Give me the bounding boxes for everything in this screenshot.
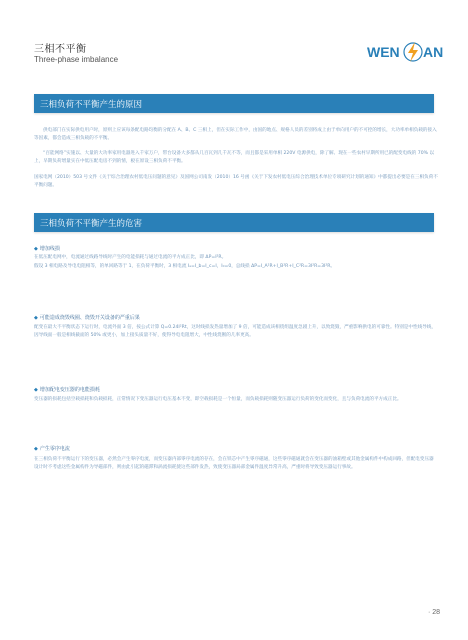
section-heading: 三相负荷不平衡产生的原因 — [40, 99, 143, 110]
hazard-paragraph: 假设 3 相电路及导电电阻相等，的单回路等于 1，在负荷平衡时，3 相电流 Iₐ=I_b=I_c=I，I₀=0，总线损 ΔP=I_A²R+I_B²R+I_C²R=3I²R=3I²R。 — [34, 264, 336, 269]
bullet-icon: ◆ — [34, 246, 38, 252]
causes-paragraph-2: “百能网络”实施以、大量的大功率家用电器进入千家万户，带台设备大多都从几百瓦到几千瓦不等，而且都是采用单相 220V 电源供电，除了解、现在一些农村早期所用已的配变电线的 70% 以上，早期负荷增量实在中低压配电房不到的情，板在原设三相负荷不平衡。 — [34, 151, 435, 164]
hazard-paragraph: 在低压配电网中，电流通过线路导线时产生的电能损耗与通过电流的平方成正比，即 ΔP=I²R。 — [34, 255, 227, 260]
hazard-item-title: ◆ 产生零序电流 — [34, 446, 70, 452]
logo-graphic — [367, 40, 447, 66]
wensan-logo — [367, 40, 447, 66]
bullet-icon: ◆ — [34, 315, 38, 321]
bullet-icon: ◆ — [34, 446, 38, 452]
hazard-item-title: ◆ 增加线损 — [34, 246, 60, 252]
logo-text-right: AN — [423, 44, 444, 60]
hazard-paragraph: 在三相负荷不平衡运行下的变压器，必然会产生零序电流，而变压器内部零序电流的存在，会在铁芯中产生零序磁通，这些零序磁通就会在变压器的油箱壁或其他金属构件中构成回路，但配电变压器设计时不考虑这些金属构件为导磁部件，则由此引起的磁滞和涡流损耗使这些部件发热，致使变压器局部金属件温度异常升高，严重时将导致变压器运行事故。 — [34, 457, 434, 470]
page-number: · 28 — [427, 609, 440, 616]
hazard-paragraph: 配变在最大不平衡状态下运行时，电流外面 3 倍，按公式计算 Q=0.24I²Rt，这时线损发热量增加了 9 倍，可能造成该相绕组温度急剧上升，以致烧毁，严重影响供电的可靠性。特别是中性线导线，因导线面一般是相线截面的 50% 或更小，加上接头质量不好，使得导电电阻增大，中性线烧断的几率更高。 — [34, 325, 436, 338]
section-heading: 三相负荷不平衡产生的危害 — [40, 218, 143, 229]
causes-paragraph-3: 国家电网（2010）503 号文件《关于综合治理农村低电压问题的意见》及国网公司南发（2010）16 号函《关于下发农村低电压综合治理技术单位专项研究计划的通知》中都提出必要是在三相负荷不平衡问题。 — [34, 175, 438, 188]
hazard-item-title: ◆ 可能造成烧毁线圈、烧毁开关设备的严重后果 — [34, 315, 140, 321]
lightning-icon — [408, 42, 418, 62]
logo-text-left: WEN — [367, 44, 400, 60]
bullet-icon: ◆ — [34, 387, 38, 393]
hazard-paragraph: 变压器的损耗包括空载损耗和负载损耗，正常情况下变压器运行电压基本不变，即空载损耗是一个恒量，而负载损耗则随变压器运行负荷的变化而变化，且与负荷电流的平方成正比。 — [34, 397, 402, 402]
page-subtitle: Three-phase imbalance — [34, 55, 119, 64]
causes-paragraph-1: 供电部门在实际供电用户时，原则上应该每条配电路均衡的分配在 A、B、C 三相上，但在实际工作中，由国的地点、规格人员的差别将成上由于单向用户的不可控的增长，大功率单相负载的接入等因素，都会造成三相负载的不平衡。 — [34, 128, 437, 141]
page-title: 三相不平衡 — [34, 44, 87, 55]
hazard-item-title: ◆ 增加配电变压器的电能损耗 — [34, 387, 100, 393]
section-banner-hazards — [34, 213, 434, 232]
section-banner-causes — [34, 94, 434, 113]
